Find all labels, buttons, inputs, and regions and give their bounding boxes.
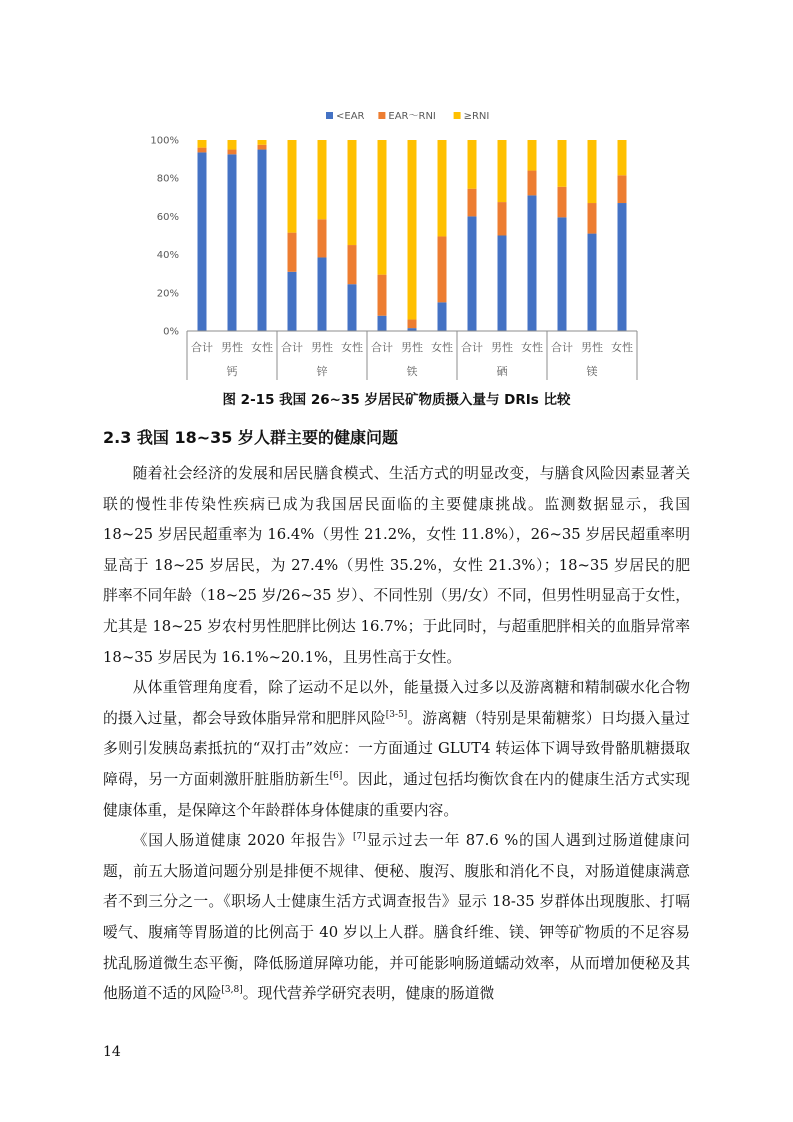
bar-segment [348, 140, 357, 245]
bar-segment [318, 140, 327, 219]
bar-segment [528, 195, 537, 331]
bar-segment [378, 316, 387, 331]
bar-segment [288, 272, 297, 331]
paragraph-3 [103, 826, 690, 1010]
bar-segment [468, 140, 477, 189]
legend-swatch [454, 112, 461, 119]
bar-segment [228, 154, 237, 331]
paragraph-text: 。现代营养学研究表明，健康的肠道微 [242, 985, 495, 1003]
bar-segment [558, 187, 567, 218]
x-category-label: 合计 [461, 341, 483, 354]
x-category-label: 男性 [221, 341, 243, 354]
x-group-label: 钙 [226, 365, 238, 378]
paragraph-text: 显示过去一年 87.6 %的国人遇到过肠道健康问题，前五大肠道问题分别是排便不规律、便秘、腹泻、腹胀和消化不良，对肠道健康满意者不到三分之一。《职场人士健康生活方式调查报告》显示 18-35 岁群体出现腹胀、打嗝嗳气、腹痛等胃肠道的比例高于 40 岁以上人群。膳食纤维、镁、钾等矿物质的不足容易扰乱肠道微生态平衡，降低肠道屏障功能，并可能影响肠道蠕动效率，从而增加便秘及其他肠道不适的风险 [103, 832, 690, 1003]
bar-segment [528, 140, 537, 171]
bar-segment [198, 152, 207, 331]
x-category-label: 合计 [191, 341, 213, 354]
bar-segment [498, 202, 507, 235]
bar-segment [618, 140, 627, 175]
citation: [3-5] [385, 709, 408, 720]
citation: [6] [329, 770, 343, 781]
x-category-label: 女性 [431, 341, 453, 354]
bar-segment [588, 234, 597, 331]
paragraph-2 [103, 673, 690, 826]
bar-segment [558, 217, 567, 331]
bar-segment [408, 320, 417, 329]
x-category-label: 合计 [281, 341, 303, 354]
section-heading: 2.3 我国 18~35 岁人群主要的健康问题 [103, 428, 398, 447]
bar-segment [588, 203, 597, 234]
bar-segment [348, 284, 357, 331]
bar-segment [408, 140, 417, 320]
bar-segment [468, 216, 477, 331]
bar-segment [618, 203, 627, 331]
x-category-label: 男性 [581, 341, 603, 354]
bar-segment [438, 236, 447, 302]
bar-segment [228, 140, 237, 150]
x-category-label: 女性 [251, 341, 273, 354]
paragraph-text: 《国人肠道健康 2020 年报告》 [132, 832, 353, 850]
x-category-label: 女性 [521, 341, 543, 354]
figure-caption: 图 2-15 我国 26~35 岁居民矿物质摄入量与 DRIs 比较 [222, 392, 571, 408]
x-group-label: 锌 [316, 365, 328, 378]
x-category-label: 男性 [491, 341, 513, 354]
y-tick-label: 80% [156, 173, 179, 185]
x-category-label: 合计 [551, 341, 573, 354]
bar-segment [378, 140, 387, 275]
x-category-label: 女性 [611, 341, 633, 354]
citation: [3,8] [221, 985, 243, 996]
bar-segment [438, 140, 447, 236]
x-category-label: 合计 [371, 341, 393, 354]
bar-segment [618, 175, 627, 203]
bar-segment [438, 302, 447, 331]
legend-label: <EAR [336, 111, 365, 122]
bar-segment [498, 140, 507, 202]
citation: [7] [353, 832, 366, 843]
y-tick-label: 0% [163, 326, 179, 338]
body-text [103, 459, 690, 1010]
bar-segment [558, 140, 567, 187]
y-tick-label: 40% [156, 250, 179, 262]
bar-segment [198, 148, 207, 153]
legend-swatch [378, 112, 385, 119]
bar-segment [288, 140, 297, 233]
x-category-label: 女性 [341, 341, 363, 354]
x-group-label: 硒 [496, 365, 508, 378]
legend-label: ≥RNI [463, 111, 490, 122]
paragraph-text: 。游离糖（特别是果葡糖浆）日均摄入量过多则引发胰岛素抵抗的“双打击”效应：一方面通过 GLUT4 转运体下调导致骨骼肌糖摄取障碍，另一方面刺激肝脏脂肪新生 [103, 709, 690, 788]
legend-swatch [326, 112, 333, 119]
bar-segment [228, 150, 237, 155]
x-group-label: 铁 [406, 365, 418, 378]
bar-segment [348, 245, 357, 284]
y-tick-label: 60% [156, 211, 179, 223]
x-category-label: 男性 [401, 341, 423, 354]
bar-segment [528, 171, 537, 196]
paragraph-text: 。因此，通过包括均衡饮食在内的健康生活方式实现健康体重，是保障这个年龄群体身体健康的重要内容。 [103, 770, 690, 819]
y-tick-label: 20% [156, 288, 179, 300]
bar-segment [588, 140, 597, 203]
legend-label: EAR～RNI [388, 111, 436, 122]
y-tick-label: 100% [150, 135, 179, 147]
bar-segment [468, 189, 477, 217]
stacked-bar-chart [0, 95, 793, 385]
bar-segment [258, 145, 267, 150]
paragraph-text: 从体重管理角度看，除了运动不足以外，能量摄入过多以及游离糖和精制碳水化合物的摄入过量，都会导致体脂异常和肥胖风险 [103, 679, 690, 727]
bar-segment [258, 150, 267, 331]
bar-segment [198, 140, 207, 148]
x-group-label: 镁 [586, 365, 598, 378]
bar-segment [498, 236, 507, 332]
bar-segment [318, 219, 327, 257]
bar-segment [378, 275, 387, 316]
bar-segment [318, 257, 327, 331]
bar-segment [288, 233, 297, 272]
paragraph-1: 随着社会经济的发展和居民膳食模式、生活方式的明显改变，与膳食风险因素显著关联的慢性非传染性疾病已成为我国居民面临的主要健康挑战。监测数据显示，我国 18~25 岁居民超重率为 16.4%（男性 21.2%，女性 11.8%），26~35 岁居民超重率明显高于 18~25 岁居民，为 27.4%（男性 35.2%，女性 21.3%）；18~35 岁居民的肥胖率不同年龄（18~25 岁/26~35 岁）、不同性别（男/女）不同，但男性明显高于女性，尤其是 18~25 岁农村男性肥胖比例达 16.7%；于此同时，与超重肥胖相关的血脂异常率 18~35 岁居民为 16.1%~20.1%，且男性高于女性。 [103, 465, 690, 666]
bar-segment [258, 140, 267, 145]
x-category-label: 男性 [311, 341, 333, 354]
page-number: 14 [103, 1044, 121, 1060]
